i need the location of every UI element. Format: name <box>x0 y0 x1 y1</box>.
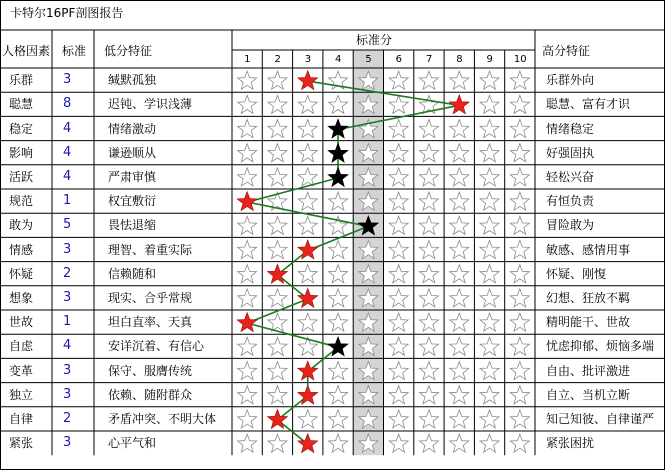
empty-star-icon <box>268 168 287 186</box>
empty-star-icon <box>389 289 408 307</box>
empty-star-icon <box>419 192 438 210</box>
report-title: 卡特尔16PF剖图报告 <box>10 6 124 20</box>
empty-star-icon <box>450 289 469 307</box>
empty-star-icon <box>419 265 438 283</box>
empty-star-icon <box>480 337 499 355</box>
empty-star-icon <box>389 168 408 186</box>
empty-star-icon <box>268 362 287 380</box>
standard-score: 1 <box>63 314 72 330</box>
standard-score: 3 <box>63 386 72 402</box>
empty-star-icon <box>450 216 469 234</box>
empty-star-icon <box>450 192 469 210</box>
high-trait: 自立、当机立断 <box>546 387 631 402</box>
low-trait: 情绪激动 <box>108 121 157 136</box>
score-star-marker <box>449 95 469 114</box>
empty-star-icon <box>238 168 257 186</box>
empty-star-icon <box>389 265 408 283</box>
low-trait: 依赖、随附群众 <box>108 387 193 402</box>
empty-star-icon <box>419 362 438 380</box>
empty-star-icon <box>510 362 529 380</box>
empty-star-icon <box>238 95 257 113</box>
standard-score: 4 <box>63 168 72 184</box>
empty-star-icon <box>450 120 469 138</box>
score-star-marker <box>298 434 318 453</box>
scale-tick-8: 8 <box>456 54 463 65</box>
empty-star-icon <box>419 313 438 331</box>
scale-tick-5: 5 <box>365 54 372 65</box>
scale-tick-6: 6 <box>395 54 403 65</box>
empty-star-icon <box>329 313 348 331</box>
standard-score: 3 <box>63 241 72 257</box>
high-trait: 知己知彼、自律谨严 <box>546 411 655 426</box>
empty-star-icon <box>419 337 438 355</box>
empty-star-icon <box>268 434 287 452</box>
standard-score: 2 <box>63 265 72 281</box>
empty-star-icon <box>419 434 438 452</box>
empty-star-icon <box>419 241 438 259</box>
high-trait: 幻想、狂放不羁 <box>546 290 631 305</box>
header-standard-score: 标准分 <box>356 33 393 47</box>
empty-star-icon <box>450 313 469 331</box>
empty-star-icon <box>450 241 469 259</box>
empty-star-icon <box>329 289 348 307</box>
empty-star-icon <box>419 289 438 307</box>
empty-star-icon <box>238 241 257 259</box>
empty-star-icon <box>238 144 257 162</box>
empty-star-icon <box>510 71 529 89</box>
empty-star-icon <box>238 386 257 404</box>
empty-star-icon <box>298 192 317 210</box>
empty-star-icon <box>480 120 499 138</box>
empty-star-icon <box>480 168 499 186</box>
score-star-marker <box>328 167 348 186</box>
empty-star-icon <box>389 120 408 138</box>
empty-star-icon <box>389 95 408 113</box>
empty-star-icon <box>510 144 529 162</box>
low-trait: 坦白直率、天真 <box>108 315 193 330</box>
empty-star-icon <box>298 410 317 428</box>
low-trait: 权宜敷衍 <box>108 194 157 209</box>
empty-star-icon <box>480 362 499 380</box>
empty-star-icon <box>389 410 408 428</box>
scale-tick-10: 10 <box>513 54 527 65</box>
factor-name: 独立 <box>9 387 34 402</box>
empty-star-icon <box>419 168 438 186</box>
empty-star-icon <box>510 337 529 355</box>
empty-star-icon <box>329 95 348 113</box>
empty-star-icon <box>238 71 257 89</box>
factor-name: 情感 <box>9 242 34 257</box>
standard-score: 4 <box>63 338 72 354</box>
standard-score: 2 <box>63 410 72 426</box>
high-trait: 聪慧、富有才识 <box>546 97 631 112</box>
low-trait: 信赖随和 <box>108 266 157 281</box>
empty-star-icon <box>329 410 348 428</box>
empty-star-icon <box>510 168 529 186</box>
empty-star-icon <box>510 410 529 428</box>
empty-star-icon <box>238 120 257 138</box>
low-trait: 理智、着重实际 <box>108 242 193 257</box>
empty-star-icon <box>450 144 469 162</box>
empty-star-icon <box>419 216 438 234</box>
header-low-traits: 低分特征 <box>104 44 153 58</box>
standard-score: 5 <box>63 217 72 233</box>
empty-star-icon <box>450 168 469 186</box>
empty-star-icon <box>510 386 529 404</box>
header-high-traits: 高分特征 <box>542 44 591 58</box>
empty-star-icon <box>298 144 317 162</box>
high-trait: 好强固执 <box>546 145 595 160</box>
score-star-marker <box>237 313 257 332</box>
empty-star-icon <box>419 144 438 162</box>
low-trait: 缄默孤独 <box>108 73 157 88</box>
empty-star-icon <box>329 362 348 380</box>
empty-star-icon <box>480 192 499 210</box>
empty-star-icon <box>389 216 408 234</box>
empty-star-icon <box>329 265 348 283</box>
empty-star-icon <box>268 313 287 331</box>
empty-star-icon <box>298 313 317 331</box>
empty-star-icon <box>480 289 499 307</box>
empty-star-icon <box>268 289 287 307</box>
low-trait: 迟钝、学识浅薄 <box>108 97 193 112</box>
empty-star-icon <box>450 337 469 355</box>
factor-name: 乐群 <box>9 73 34 88</box>
low-trait: 矛盾冲突、不明大体 <box>108 411 217 426</box>
factor-name: 影响 <box>9 145 34 160</box>
empty-star-icon <box>329 241 348 259</box>
low-trait: 畏怯退缩 <box>108 218 157 233</box>
standard-score: 4 <box>63 144 72 160</box>
empty-star-icon <box>268 144 287 162</box>
empty-star-icon <box>510 313 529 331</box>
factor-name: 想象 <box>9 290 34 305</box>
high-trait: 冒险敢为 <box>546 218 595 233</box>
scale-tick-1: 1 <box>244 54 251 65</box>
empty-star-icon <box>510 192 529 210</box>
empty-star-icon <box>450 265 469 283</box>
empty-star-icon <box>389 362 408 380</box>
empty-star-icon <box>419 410 438 428</box>
empty-star-icon <box>329 434 348 452</box>
factor-name: 自律 <box>9 411 34 426</box>
empty-star-icon <box>268 386 287 404</box>
empty-star-icon <box>450 434 469 452</box>
standard-score: 4 <box>63 120 72 136</box>
low-trait: 严肃审慎 <box>108 169 157 184</box>
low-trait: 安详沉着、有信心 <box>108 339 205 354</box>
standard-score: 3 <box>63 72 72 88</box>
empty-star-icon <box>480 434 499 452</box>
low-trait: 现实、合乎常规 <box>108 290 193 305</box>
empty-star-icon <box>389 434 408 452</box>
empty-star-icon <box>298 216 317 234</box>
factor-name: 怀疑 <box>9 266 34 281</box>
empty-star-icon <box>238 410 257 428</box>
score-star-marker <box>298 71 318 90</box>
empty-star-icon <box>480 71 499 89</box>
empty-star-icon <box>510 289 529 307</box>
scale-tick-7: 7 <box>425 54 433 65</box>
empty-star-icon <box>419 386 438 404</box>
empty-star-icon <box>510 265 529 283</box>
score-star-marker <box>298 288 318 307</box>
scale-tick-9: 9 <box>486 54 493 65</box>
low-trait: 心平气和 <box>108 436 157 451</box>
high-trait: 怀疑、刚愎 <box>546 266 607 281</box>
empty-star-icon <box>480 144 499 162</box>
high-trait: 乐群外向 <box>546 73 595 88</box>
empty-star-icon <box>329 386 348 404</box>
empty-star-icon <box>480 241 499 259</box>
high-trait: 轻松兴奋 <box>546 169 595 184</box>
empty-star-icon <box>268 95 287 113</box>
empty-star-icon <box>268 120 287 138</box>
high-trait: 忧虑抑郁、烦恼多端 <box>546 339 655 354</box>
empty-star-icon <box>298 95 317 113</box>
empty-star-icon <box>450 410 469 428</box>
header-factor: 人格因素 <box>2 44 51 58</box>
empty-star-icon <box>389 192 408 210</box>
empty-star-icon <box>389 144 408 162</box>
low-trait: 保守、服膺传统 <box>108 363 193 378</box>
empty-star-icon <box>389 241 408 259</box>
factor-name: 世故 <box>9 315 34 330</box>
header-score: 标准 <box>62 44 87 58</box>
high-trait: 敏感、感情用事 <box>546 242 631 257</box>
empty-star-icon <box>480 216 499 234</box>
empty-star-icon <box>298 120 317 138</box>
empty-star-icon <box>450 386 469 404</box>
factor-name: 稳定 <box>9 121 34 136</box>
factor-name: 聪慧 <box>9 97 34 112</box>
standard-score: 3 <box>63 435 72 451</box>
empty-star-icon <box>450 71 469 89</box>
empty-star-icon <box>419 120 438 138</box>
empty-star-icon <box>238 289 257 307</box>
high-trait: 精明能干、世故 <box>546 315 631 330</box>
standard-score: 1 <box>63 193 72 209</box>
empty-star-icon <box>329 192 348 210</box>
standard-score: 3 <box>63 289 72 305</box>
scale-tick-3: 3 <box>304 54 312 65</box>
factor-name: 紧张 <box>9 436 34 451</box>
factor-name: 自虑 <box>9 339 34 354</box>
score-star-marker <box>237 192 257 211</box>
scale-tick-2: 2 <box>274 54 281 65</box>
empty-star-icon <box>510 241 529 259</box>
empty-star-icon <box>510 216 529 234</box>
empty-star-icon <box>238 362 257 380</box>
high-trait: 情绪稳定 <box>546 121 595 136</box>
empty-star-icon <box>480 95 499 113</box>
empty-star-icon <box>510 95 529 113</box>
empty-star-icon <box>450 362 469 380</box>
factor-name: 变革 <box>9 363 34 378</box>
factor-name: 活跃 <box>9 169 34 184</box>
high-trait: 有恒负责 <box>546 194 595 209</box>
empty-star-icon <box>480 265 499 283</box>
high-trait: 紧张困扰 <box>546 436 595 451</box>
empty-star-icon <box>510 120 529 138</box>
empty-star-icon <box>238 265 257 283</box>
low-trait: 谦逊顺从 <box>108 145 157 160</box>
empty-star-icon <box>298 168 317 186</box>
empty-star-icon <box>268 241 287 259</box>
empty-star-icon <box>389 313 408 331</box>
empty-star-icon <box>480 386 499 404</box>
empty-star-icon <box>389 386 408 404</box>
empty-star-icon <box>389 337 408 355</box>
empty-star-icon <box>268 71 287 89</box>
factor-name: 敢为 <box>9 218 34 233</box>
empty-star-icon <box>480 313 499 331</box>
standard-score: 3 <box>63 362 72 378</box>
empty-star-icon <box>268 337 287 355</box>
empty-star-icon <box>480 410 499 428</box>
empty-star-icon <box>510 434 529 452</box>
empty-star-icon <box>238 434 257 452</box>
factor-name: 规范 <box>9 194 34 209</box>
empty-star-icon <box>389 71 408 89</box>
scale-tick-4: 4 <box>335 54 342 65</box>
empty-star-icon <box>238 216 257 234</box>
high-trait: 自由、批评激进 <box>546 363 631 378</box>
empty-star-icon <box>238 337 257 355</box>
empty-star-icon <box>268 216 287 234</box>
empty-star-icon <box>419 71 438 89</box>
standard-score: 8 <box>63 96 72 112</box>
empty-star-icon <box>298 265 317 283</box>
